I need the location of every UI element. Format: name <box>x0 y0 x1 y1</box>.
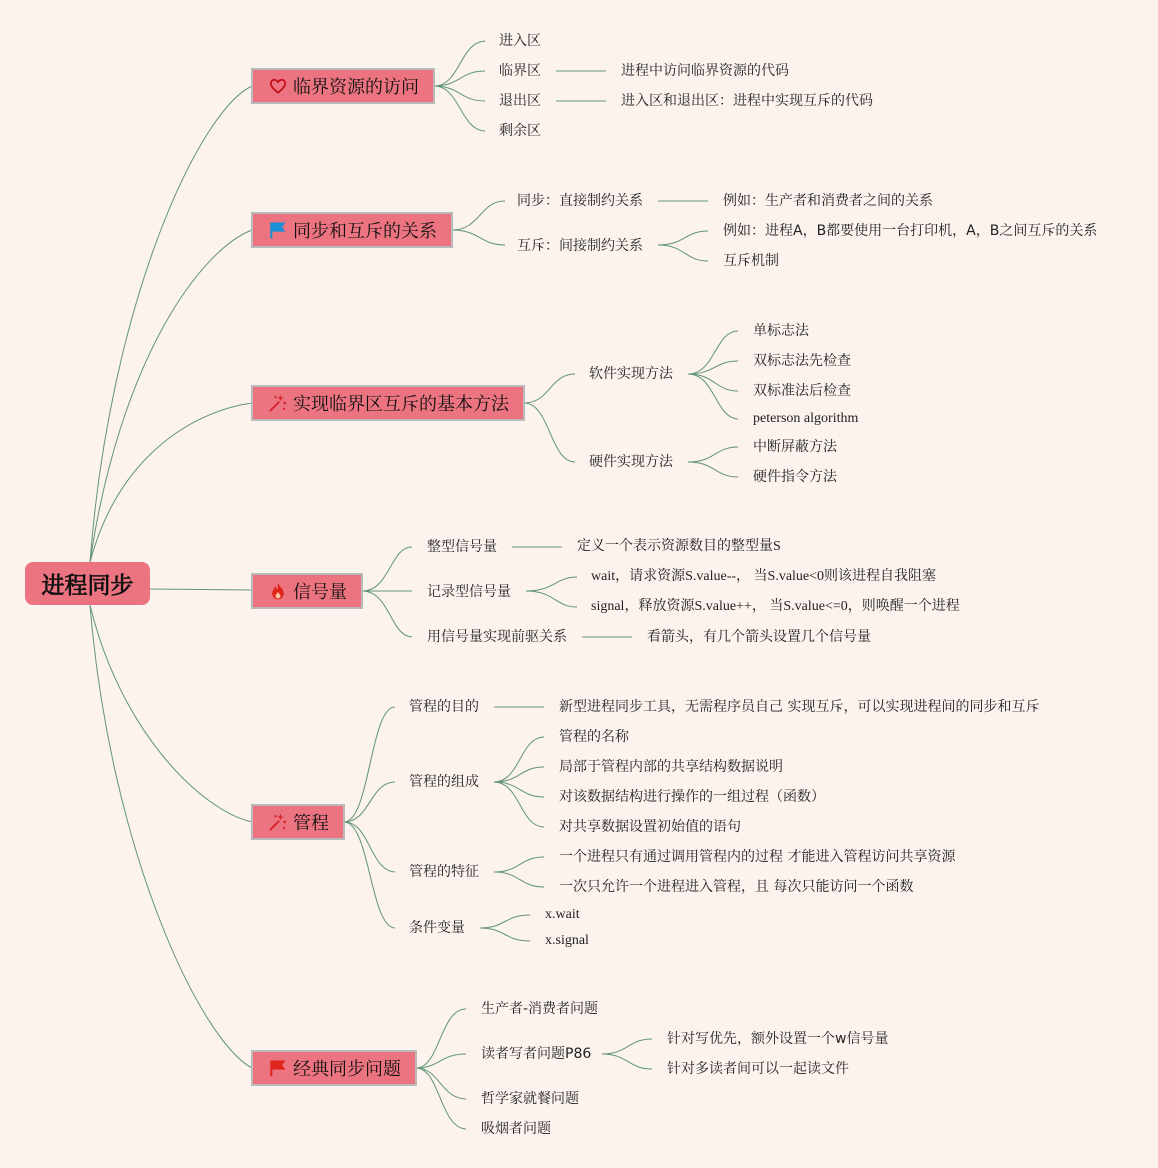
node-double-flag-after[interactable]: 双标准法后检查 <box>753 383 851 399</box>
connector <box>90 605 252 822</box>
node-critical-section-desc[interactable]: 进程中访问临界资源的代码 <box>621 63 789 79</box>
node-sync[interactable]: 同步：直接制约关系 <box>517 193 643 209</box>
connector <box>688 462 738 477</box>
magic-wand-icon <box>267 392 289 414</box>
connector <box>494 782 544 797</box>
connector <box>344 707 395 822</box>
node-multi-readers[interactable]: 针对多读者间可以一起读文件 <box>667 1061 849 1077</box>
connector <box>434 86 485 101</box>
blue-flag-icon <box>267 219 289 241</box>
node-single-flag[interactable]: 单标志法 <box>753 323 809 339</box>
branch-monitor[interactable] <box>251 804 345 840</box>
connector <box>688 374 738 419</box>
node-monitor-shared-data[interactable]: 局部于管程内部的共享结构数据说明 <box>559 759 783 775</box>
connector <box>416 1009 466 1068</box>
connector <box>90 605 252 1068</box>
branch-label: 实现临界区互斥的基本方法 <box>293 394 509 415</box>
branch-semaphore[interactable] <box>251 573 363 609</box>
red-flag-icon <box>267 1057 289 1079</box>
node-entry-section[interactable]: 进入区 <box>499 33 541 49</box>
connector <box>494 767 544 782</box>
node-monitor-composition[interactable]: 管程的组成 <box>409 774 479 790</box>
connector <box>494 857 544 872</box>
branch-critical-section-methods[interactable] <box>251 385 525 421</box>
connector <box>602 1054 652 1069</box>
connector <box>150 589 252 590</box>
branch-label: 临界资源的访问 <box>293 77 419 98</box>
node-integer-semaphore[interactable]: 整型信号量 <box>427 539 497 555</box>
connector <box>658 245 708 261</box>
node-precedence[interactable]: 用信号量实现前驱关系 <box>427 629 567 645</box>
node-mutex-mechanism[interactable]: 互斥机制 <box>723 253 779 269</box>
node-mutex-example[interactable]: 例如：进程A，B都要使用一台打印机，A，B之间互斥的关系 <box>723 223 1098 239</box>
connector <box>362 591 412 637</box>
node-monitor-features[interactable]: 管程的特征 <box>409 864 479 880</box>
branch-label: 信号量 <box>293 582 347 603</box>
connector <box>494 872 544 887</box>
connector <box>434 71 485 86</box>
node-peterson[interactable]: peterson algorithm <box>753 411 859 426</box>
node-writer-priority[interactable]: 针对写优先，额外设置一个w信号量 <box>667 1031 889 1047</box>
node-remainder-section[interactable]: 剩余区 <box>499 123 541 139</box>
node-x-signal[interactable]: x.signal <box>545 933 589 948</box>
connector <box>416 1068 466 1099</box>
connector <box>688 361 738 374</box>
heart-icon <box>267 75 289 97</box>
node-precedence-desc[interactable]: 看箭头，有几个箭头设置几个信号量 <box>647 629 871 645</box>
connector <box>344 822 395 872</box>
connector <box>452 230 505 245</box>
connector <box>688 447 738 462</box>
node-double-flag-first[interactable]: 双标志法先检查 <box>753 353 851 369</box>
node-signal-desc[interactable]: signal，释放资源S.value++， 当S.value<=0，则唤醒一个进程 <box>591 599 960 614</box>
node-monitor-purpose[interactable]: 管程的目的 <box>409 699 479 715</box>
connector <box>362 547 412 591</box>
connector <box>344 822 395 928</box>
node-critical-section[interactable]: 临界区 <box>499 63 541 79</box>
node-producer-consumer[interactable]: 生产者-消费者问题 <box>481 1001 599 1017</box>
node-record-semaphore[interactable]: 记录型信号量 <box>427 584 511 600</box>
root-label: 进程同步 <box>41 573 134 599</box>
connector <box>524 403 575 462</box>
node-interrupt-masking[interactable]: 中断屏蔽方法 <box>753 439 837 455</box>
fire-icon <box>267 580 289 602</box>
connector <box>90 230 252 562</box>
branch-sync-mutex[interactable] <box>251 212 453 248</box>
node-monitor-purpose-desc[interactable]: 新型进程同步工具，无需程序员自己 实现互斥，可以实现进程间的同步和互斥 <box>559 699 1040 715</box>
node-software-methods[interactable]: 软件实现方法 <box>589 366 673 382</box>
connector <box>658 231 708 245</box>
branch-label: 同步和互斥的关系 <box>293 221 437 242</box>
node-condition-variable[interactable]: 条件变量 <box>409 920 465 936</box>
connector <box>602 1039 652 1054</box>
node-monitor-name[interactable]: 管程的名称 <box>559 729 629 745</box>
connector <box>416 1068 466 1129</box>
connector <box>480 915 530 928</box>
node-exit-section[interactable]: 退出区 <box>499 93 541 109</box>
node-monitor-init[interactable]: 对共享数据设置初始值的语句 <box>559 819 741 835</box>
connector <box>688 374 738 391</box>
node-integer-semaphore-desc[interactable]: 定义一个表示资源数目的整型量S <box>577 539 781 554</box>
connector <box>344 782 395 822</box>
root-node[interactable] <box>25 562 150 605</box>
connector <box>526 591 577 607</box>
connector <box>480 928 530 941</box>
node-mutex[interactable]: 互斥：间接制约关系 <box>517 238 643 254</box>
connector <box>90 403 252 562</box>
node-wait-desc[interactable]: wait，请求资源S.value--， 当S.value<0则该进程自我阻塞 <box>591 569 937 584</box>
branch-label: 管程 <box>293 813 329 834</box>
node-exit-section-desc[interactable]: 进入区和退出区：进程中实现互斥的代码 <box>621 93 873 109</box>
node-smokers[interactable]: 吸烟者问题 <box>481 1121 551 1137</box>
connector <box>524 374 575 403</box>
node-dining-philosophers[interactable]: 哲学家就餐问题 <box>481 1091 579 1107</box>
node-x-wait[interactable]: x.wait <box>545 907 580 922</box>
node-readers-writers[interactable]: 读者写者问题P86 <box>481 1046 592 1062</box>
branch-label: 经典同步问题 <box>293 1059 401 1080</box>
magic-wand-icon <box>267 811 289 833</box>
branch-critical-resource[interactable] <box>251 68 435 104</box>
node-monitor-feature-2[interactable]: 一次只允许一个进程进入管程，且 每次只能访问一个函数 <box>559 879 914 895</box>
node-monitor-feature-1[interactable]: 一个进程只有通过调用管程内的过程 才能进入管程访问共享资源 <box>559 849 956 865</box>
connector <box>452 201 505 230</box>
branch-classic-problems[interactable] <box>251 1050 417 1086</box>
connector <box>688 331 738 374</box>
connector <box>526 577 577 591</box>
node-sync-example[interactable]: 例如：生产者和消费者之间的关系 <box>723 193 933 209</box>
node-hardware-methods[interactable]: 硬件实现方法 <box>589 454 673 470</box>
node-hardware-instruction[interactable]: 硬件指令方法 <box>753 469 837 485</box>
node-monitor-procedures[interactable]: 对该数据结构进行操作的一组过程（函数） <box>559 789 825 805</box>
connector <box>90 86 252 562</box>
